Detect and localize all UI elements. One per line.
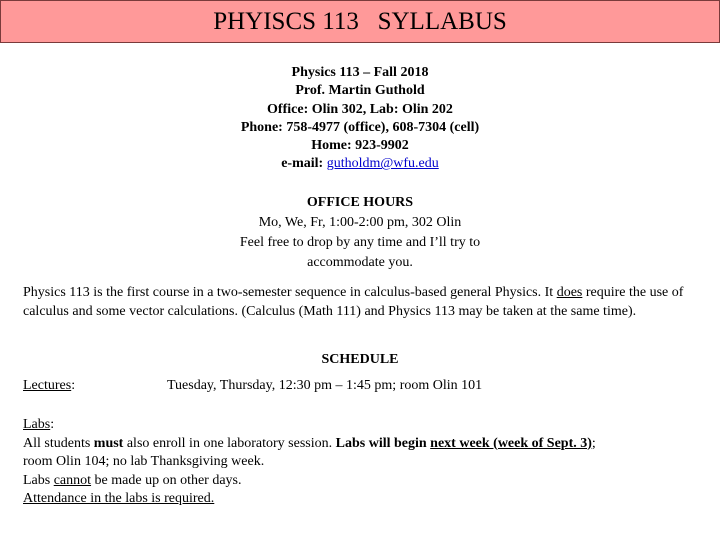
office-hours-time: Mo, We, Fr, 1:00-2:00 pm, 302 Olin: [258, 215, 462, 230]
course-intro: [23, 283, 693, 321]
intro-text-2: require the use of calculus and some vector calculations. (Calculus (Math 111) and Physics 113 may be taken at the same time).: [23, 285, 684, 319]
labs-text-c: Labs: [23, 472, 54, 488]
page-title: PHYISCS 113 SYLLABUS: [213, 7, 507, 35]
labs-section: [23, 416, 713, 509]
labs-text-b: also enroll in one laboratory session.: [123, 435, 336, 451]
labs-text-a: All students: [23, 435, 94, 451]
schedule-title: SCHEDULE: [321, 352, 399, 367]
labs-line-1: [23, 435, 713, 454]
labs-attendance: Attendance in the labs is required.: [23, 491, 215, 507]
office-line: Office: Olin 302, Lab: Olin 202: [267, 101, 453, 117]
labs-line-3: [23, 472, 713, 491]
professor-line: Prof. Martin Guthold: [295, 83, 425, 99]
lectures-value: Tuesday, Thursday, 12:30 pm – 1:45 pm; room Olin 101: [167, 378, 483, 393]
email-link[interactable]: gutholdm@wfu.edu: [326, 156, 439, 172]
labs-colon: :: [50, 417, 55, 432]
course-line: Physics 113 – Fall 2018: [291, 65, 429, 80]
intro-text-1: Physics 113 is the first course in a two-semester sequence in calculus-based general Physics. It: [23, 285, 557, 300]
office-hours-note-2: accommodate you.: [307, 255, 413, 270]
labs-heading: [23, 416, 713, 435]
office-hours: [0, 193, 720, 273]
labs-line1-end: ;: [591, 435, 596, 451]
labs-label: Labs: [23, 417, 51, 432]
labs-must: must: [93, 435, 124, 451]
labs-begin: Labs will begin: [335, 435, 431, 451]
labs-cannot: cannot: [53, 472, 92, 488]
email-label: e-mail:: [281, 156, 324, 172]
email-line: [0, 155, 720, 173]
title-bar: [0, 0, 720, 43]
labs-text-d: be made up on other days.: [91, 472, 242, 488]
office-hours-title: OFFICE HOURS: [306, 195, 414, 210]
instructor-info: [0, 64, 720, 174]
lectures-label: Lectures: [23, 378, 72, 393]
labs-line-2: room Olin 104; no lab Thanksgiving week.: [23, 454, 265, 470]
home-phone-line: Home: 923-9902: [311, 138, 409, 154]
labs-next-week: next week (week of Sept. 3): [430, 435, 592, 451]
phone-line: Phone: 758-4977 (office), 608-7304 (cell): [240, 119, 480, 135]
lectures-row: [23, 378, 713, 394]
office-hours-note-1: Feel free to drop by any time and I’ll try to: [239, 235, 481, 250]
lectures-colon: :: [71, 378, 76, 393]
intro-emphasis: does: [556, 285, 583, 300]
